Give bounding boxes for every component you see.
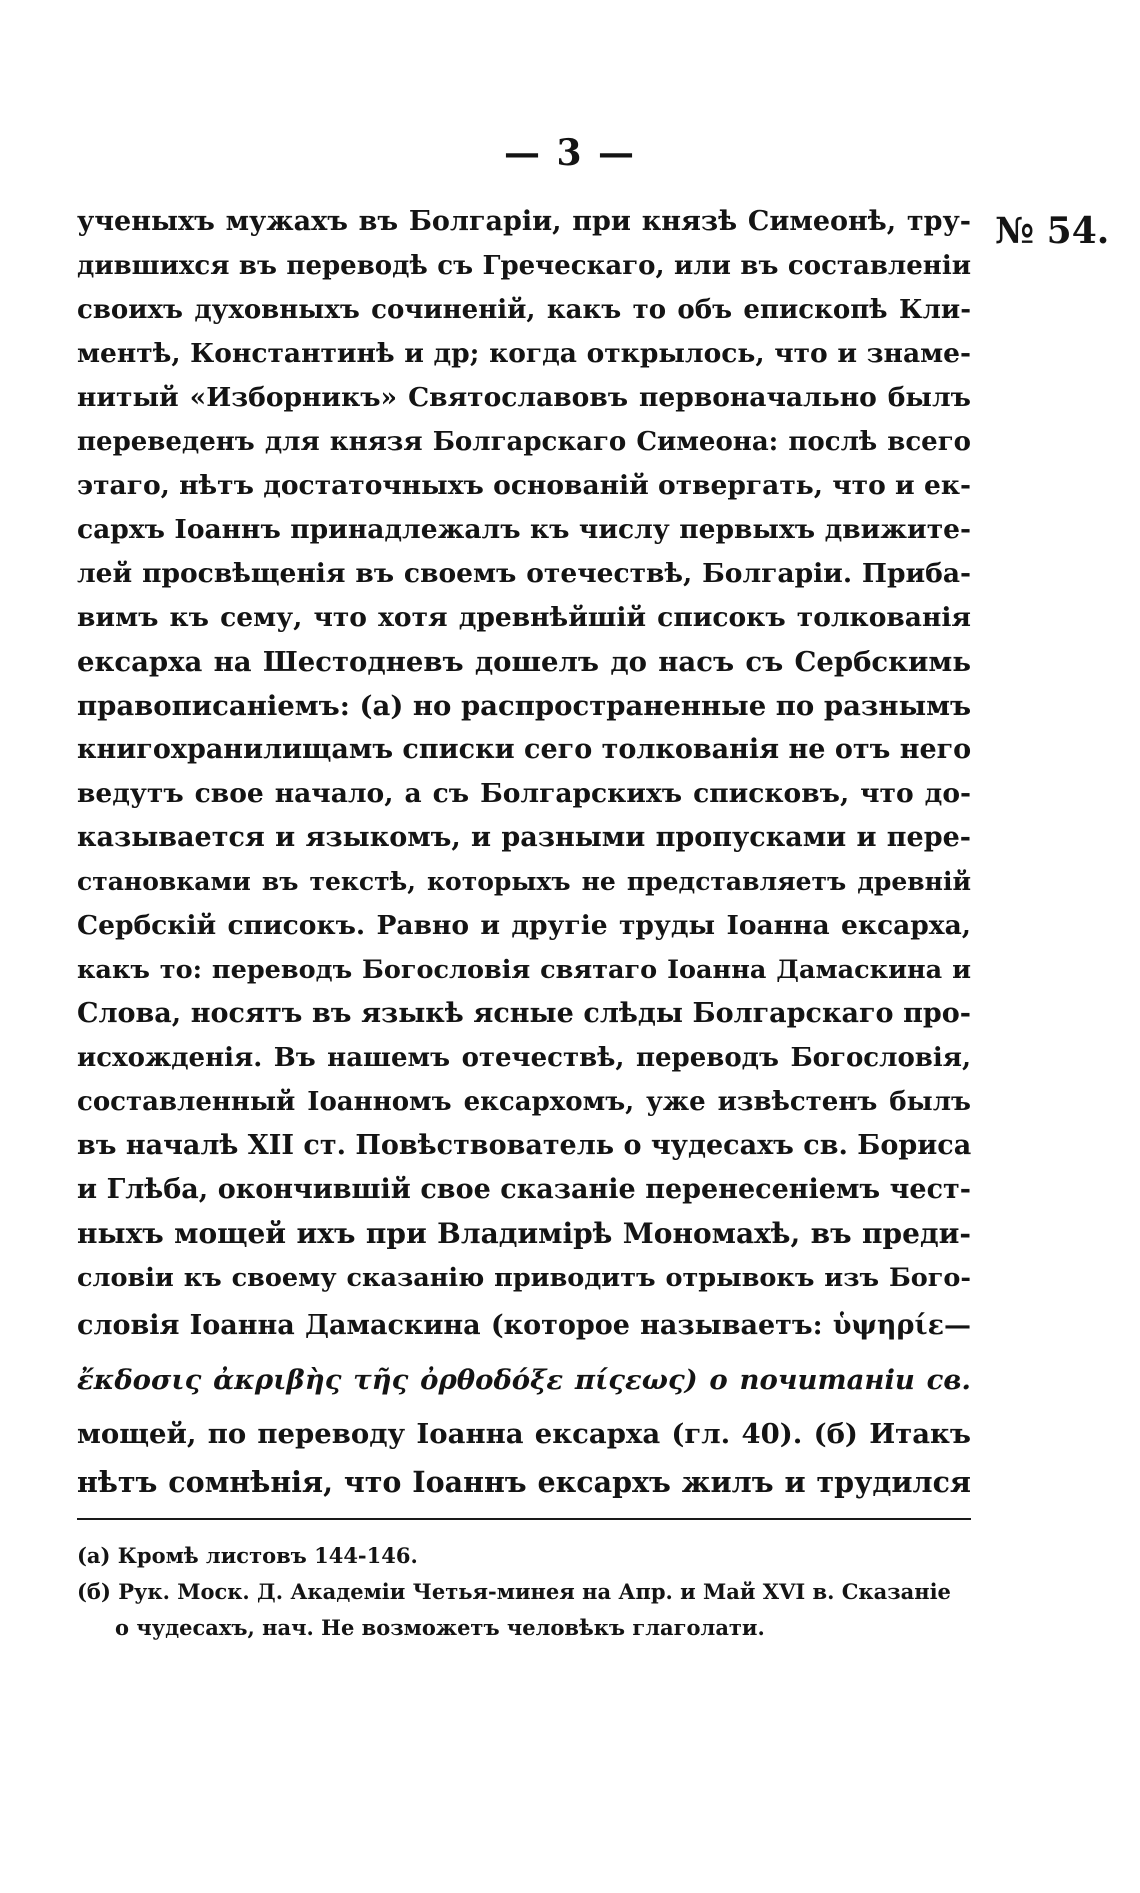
- text-line: составленный Іоанномъ ексархомъ, уже извѣстенъ былъ: [77, 1087, 971, 1117]
- text-line: ныхъ мощей ихъ при Владимірѣ Мономахѣ, въ преди-: [77, 1217, 971, 1250]
- footnote-b-continuation: о чудесахъ, нач. Не возможетъ человѣкъ глаголати.: [115, 1615, 765, 1640]
- text-line: переведенъ для князя Болгарскаго Симеона: послѣ всего: [77, 427, 971, 457]
- text-line: казывается и языкомъ, и разными пропусками и пере-: [77, 822, 971, 853]
- text-line: ексарха на Шестодневъ дошелъ до насъ съ Сербскимь: [77, 646, 971, 678]
- text-line: и Глѣба, окончившій свое сказаніе перенесеніемъ чест-: [77, 1174, 971, 1205]
- text-line: какъ то: переводъ Богословія святаго Іоанна Дамаскина и: [77, 955, 971, 985]
- text-line: мощей, по переводу Іоанна ексарха (гл. 40). (б) Итакъ: [77, 1418, 971, 1450]
- text-line: ученыхъ мужахъ въ Болгаріи, при князѣ Симеонѣ, тру-: [77, 206, 971, 237]
- greek-text-line: ἔκδοσις ἀκριβὴς τῆς ὀρθοδόξε πίςεως) о почитаніи св.: [77, 1364, 971, 1396]
- text-line: вимъ къ сему, что хотя древнѣйшій списокъ толкованія: [77, 602, 971, 633]
- body-text: [77, 200, 971, 1504]
- text-line: Слова, носятъ въ языкѣ ясные слѣды Болгарскаго про-: [77, 998, 971, 1029]
- text-line: становками въ текстѣ, которыхъ не представляетъ древній: [77, 867, 971, 896]
- text-line: этаго, нѣтъ достаточныхъ основаній отвергать, что и ек-: [77, 470, 971, 501]
- footnote-b: (б) Рук. Моск. Д. Академіи Четья-минея на Апр. и Май XVI в. Сказаніе: [77, 1579, 951, 1604]
- text-line: исхожденія. Въ нашемъ отечествѣ, переводъ Богословія,: [77, 1043, 971, 1073]
- margin-note: № 54.: [995, 210, 1110, 252]
- footnote-divider: [77, 1518, 971, 1520]
- text-line: нѣтъ сомнѣнія, что Іоаннъ ексархъ жилъ и трудился: [77, 1465, 971, 1499]
- text-line: нитый «Изборникъ» Святославовъ первоначально былъ: [77, 382, 971, 413]
- text-line: ментѣ, Константинѣ и др; когда открылось, что и знаме-: [77, 338, 971, 369]
- text-line: Сербскій списокъ. Равно и другіе труды Іоанна ексарха,: [77, 910, 971, 941]
- text-line: книгохранилищамъ списки сего толкованія не отъ него: [77, 734, 971, 765]
- page-number: — 3 —: [503, 132, 637, 174]
- text-line: дившихся въ переводѣ съ Греческаго, или въ составленіи: [77, 251, 971, 281]
- text-line: ведутъ свое начало, а съ Болгарскихъ списковъ, что до-: [77, 778, 971, 809]
- footnote-a: (а) Кромѣ листовъ 144-146.: [77, 1543, 418, 1568]
- text-line: правописаніемъ: (а) но распространенные по разнымъ: [77, 690, 971, 722]
- text-line: словія Іоанна Дамаскина (которое называетъ: ὑψηρίε—: [77, 1310, 971, 1341]
- text-line: сархъ Іоаннъ принадлежалъ къ числу первыхъ движите-: [77, 514, 971, 545]
- text-line: словіи къ своему сказанію приводитъ отрывокъ изъ Бого-: [77, 1263, 971, 1293]
- text-line: въ началѣ XII ст. Повѣствователь о чудесахъ св. Бориса: [77, 1130, 971, 1161]
- text-line: своихъ духовныхъ сочиненій, какъ то объ епископѣ Кли-: [77, 295, 971, 325]
- text-line: лей просвѣщенія въ своемъ отечествѣ, Болгаріи. Приба-: [77, 558, 971, 589]
- footnotes: [77, 1538, 971, 1646]
